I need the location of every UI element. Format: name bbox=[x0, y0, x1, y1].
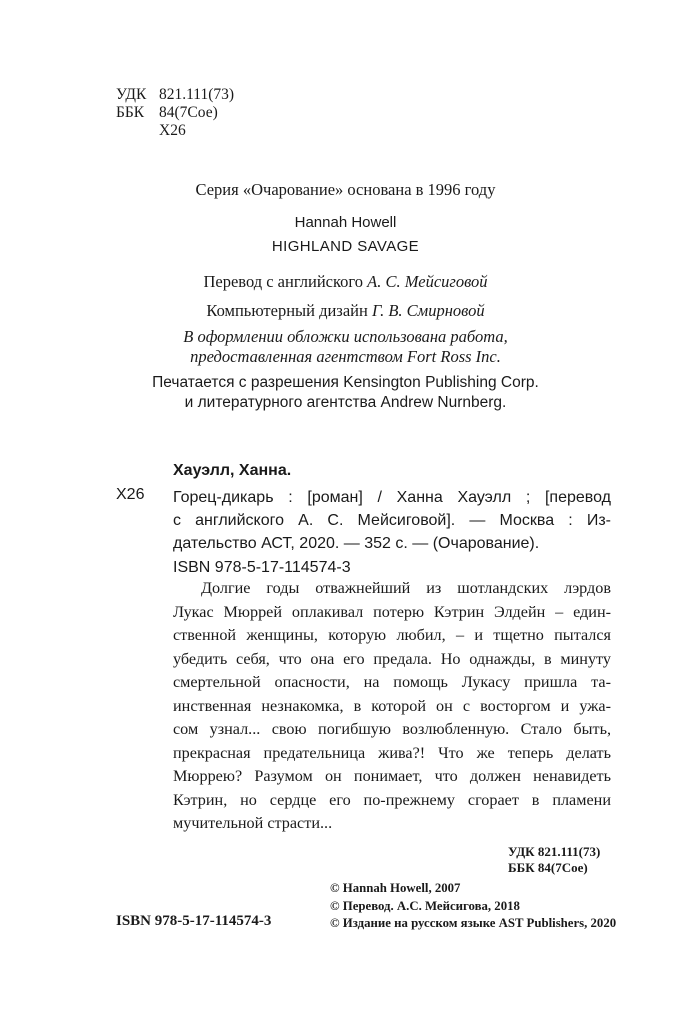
annotation-line: сом узнал... свою погибшую возлюбленную. Стало быть, bbox=[173, 720, 611, 738]
annotation-line: мучительной страсти... bbox=[173, 814, 333, 832]
bbk-value: 84(7Сое) bbox=[159, 104, 218, 121]
author-mark: Х26 bbox=[159, 122, 186, 139]
bib-line-2: с английского А. С. Мейсиговой]. — Москва : Из- bbox=[173, 512, 611, 529]
original-author: Hannah Howell bbox=[294, 214, 397, 231]
designer-name: Г. В. Смирновой bbox=[371, 301, 485, 320]
design-credit bbox=[0, 301, 691, 321]
isbn-bottom: ISBN 978-5-17-114574-3 bbox=[116, 913, 272, 929]
translation-credit bbox=[0, 272, 691, 292]
udk-label: УДК bbox=[116, 86, 147, 103]
annotation-line: Долгие годы отважнейший из шотландских лэрдов bbox=[201, 579, 611, 597]
classification-codes-right bbox=[508, 844, 600, 876]
annotation-line: Лукас Мюррей оплакивал потерю Кэтрин Элдейн – един- bbox=[173, 602, 611, 621]
copyright-block bbox=[330, 880, 616, 933]
classification-codes bbox=[116, 86, 234, 140]
bib-line-1: Горец-дикарь : [роман] / Ханна Хауэлл ; [перевод bbox=[173, 489, 611, 506]
copyright-line-1: © Hannah Howell, 2007 bbox=[330, 881, 461, 895]
bibliographic-description bbox=[173, 486, 611, 579]
series-line: Серия «Очарование» основана в 1996 году bbox=[195, 180, 496, 199]
bib-author-mark: Х26 bbox=[116, 486, 145, 503]
copyright-line-3: © Издание на русском языке AST Publishers, 2020 bbox=[330, 916, 617, 930]
annotation-line: прекрасная предательница жива?! Что же теперь делать bbox=[173, 743, 611, 762]
udk-value: 821.111(73) bbox=[159, 86, 235, 103]
copyright-line-2: © Перевод. А.С. Мейсигова, 2018 bbox=[330, 898, 520, 913]
annotation-line: Кэтрин, но сердце его по-прежнему сгорает в пламени bbox=[173, 790, 611, 809]
cover-note-line-1: В оформлении обложки использована работа, bbox=[183, 327, 508, 346]
permission-line-2: и литературного агентства Andrew Nurnberg. bbox=[184, 394, 507, 411]
translation-prefix: Перевод с английского bbox=[203, 272, 368, 291]
annotation-line: убедить себя, что она его предала. Но однажды, в минуту bbox=[173, 649, 611, 668]
cover-note bbox=[0, 327, 691, 367]
permission-note bbox=[0, 373, 691, 413]
annotation-line: инственная незнакомка, в которой он с восторгом и ужа- bbox=[173, 696, 611, 715]
bib-line-3: дательство АСТ, 2020. — 352 с. — (Очарование). bbox=[173, 535, 540, 552]
annotation-line: Мюррею? Разумом он понимает, что должен ненавидеть bbox=[173, 767, 611, 785]
annotation bbox=[173, 577, 611, 836]
annotation-line: ственной женщины, которую любил, – и тщетно пытался bbox=[173, 626, 611, 644]
cover-note-line-2: предоставленная агентством Fort Ross Inc. bbox=[190, 347, 501, 366]
udk-code-right: УДК 821.111(73) bbox=[508, 844, 601, 859]
bbk-label: ББК bbox=[116, 104, 145, 121]
permission-line-1: Печатается с разрешения Kensington Publishing Corp. bbox=[152, 374, 539, 391]
design-prefix: Компьютерный дизайн bbox=[206, 301, 372, 320]
bib-isbn: ISBN 978-5-17-114574-3 bbox=[173, 559, 351, 576]
bib-author-heading: Хауэлл, Ханна. bbox=[173, 462, 292, 479]
translator-name: А. С. Мейсиговой bbox=[367, 272, 488, 291]
annotation-line: смертельной опасности, на помощь Лукасу пришла та- bbox=[173, 673, 611, 691]
original-title: HIGHLAND SAVAGE bbox=[271, 238, 420, 255]
bbk-code-right: ББК 84(7Сое) bbox=[508, 860, 588, 875]
